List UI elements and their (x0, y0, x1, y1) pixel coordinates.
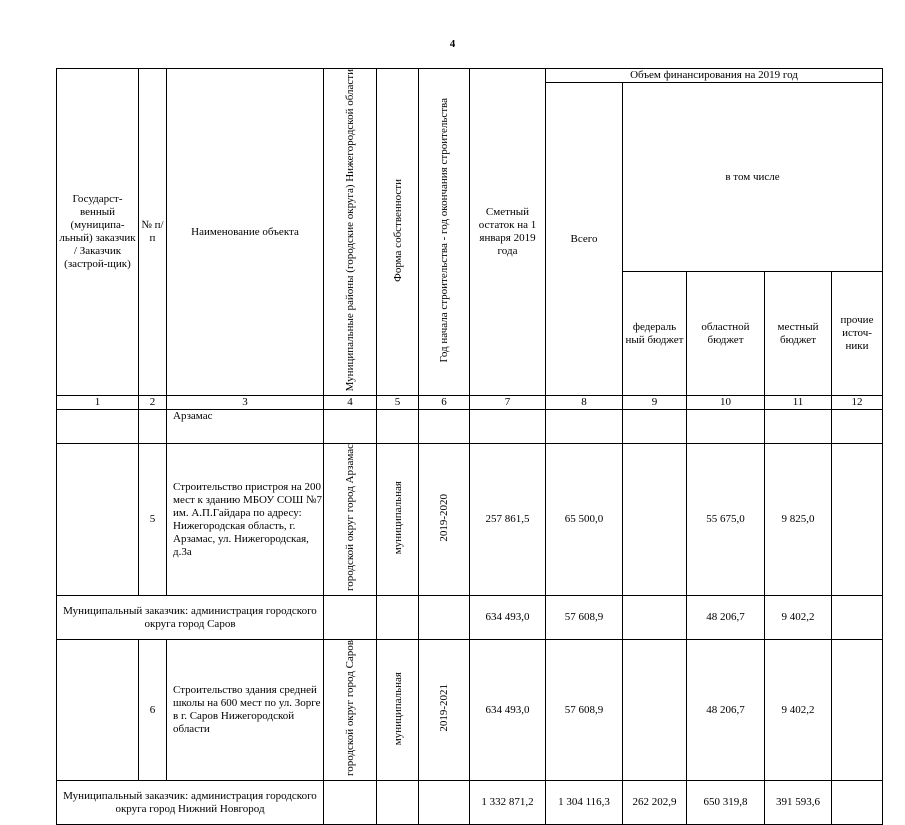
regional-value: 48 206,7 (687, 596, 765, 640)
estimate-value: 1 332 871,2 (470, 781, 546, 825)
federal-value (623, 444, 687, 596)
total-value: 57 608,9 (546, 596, 623, 640)
estimate-value: 257 861,5 (470, 444, 546, 596)
customer-label: Муниципальный заказчик: администрация городского округа город Нижний Новгород (57, 781, 324, 825)
header-ownership: Форма собственности (377, 69, 419, 396)
federal-value (623, 596, 687, 640)
header-federal: федераль ный бюджет (623, 272, 687, 396)
column-number: 12 (832, 396, 883, 410)
column-number: 5 (377, 396, 419, 410)
object-name: Строительство пристроя на 200 мест к зданию МБОУ СОШ №7 им. А.П.Гайдара по адресу: Нижегородская область, г. Арзамас, ул. Нижегородская, д.3а (167, 444, 324, 596)
header-other: прочие источ-ники (832, 272, 883, 396)
customer-row (57, 781, 883, 825)
district: городской округ город Саров (324, 640, 377, 781)
header-including: в том числе (623, 83, 883, 272)
column-number: 4 (324, 396, 377, 410)
column-number: 10 (687, 396, 765, 410)
header-number: № п/п (139, 69, 167, 396)
header-object-name: Наименование объекта (167, 69, 324, 396)
column-number: 7 (470, 396, 546, 410)
column-number: 3 (167, 396, 324, 410)
header-total: Всего (546, 83, 623, 396)
header-estimate: Сметный остаток на 1 января 2019 года (470, 69, 546, 396)
table-row (57, 444, 883, 596)
estimate-value: 634 493,0 (470, 596, 546, 640)
other-value (832, 781, 883, 825)
column-number: 8 (546, 396, 623, 410)
other-value (832, 596, 883, 640)
customer-label: Муниципальный заказчик: администрация городского округа город Саров (57, 596, 324, 640)
section-title: Арзамас (167, 410, 324, 444)
total-value: 1 304 116,3 (546, 781, 623, 825)
column-number: 2 (139, 396, 167, 410)
object-name: Строительство здания средней школы на 600 мест по ул. Зорге в г. Саров Нижегородской области (167, 640, 324, 781)
column-number: 9 (623, 396, 687, 410)
regional-value: 650 319,8 (687, 781, 765, 825)
header-years: Год начала строительства - год окончания строительства (419, 69, 470, 396)
header-funding: Объем финансирования на 2019 год (546, 69, 883, 83)
row-number: 5 (139, 444, 167, 596)
column-number: 6 (419, 396, 470, 410)
total-value: 65 500,0 (546, 444, 623, 596)
district: городской округ город Арзамас (324, 444, 377, 596)
local-value: 9 402,2 (765, 596, 832, 640)
local-value: 391 593,6 (765, 781, 832, 825)
column-number: 1 (57, 396, 139, 410)
table-row (57, 640, 883, 781)
customer-row (57, 596, 883, 640)
ownership: муниципальная (377, 444, 419, 596)
other-value (832, 640, 883, 781)
regional-value: 48 206,7 (687, 640, 765, 781)
federal-value: 262 202,9 (623, 781, 687, 825)
header-local: местный бюджет (765, 272, 832, 396)
regional-value: 55 675,0 (687, 444, 765, 596)
section-row (57, 410, 883, 444)
header-regional: областной бюджет (687, 272, 765, 396)
estimate-value: 634 493,0 (470, 640, 546, 781)
ownership: муниципальная (377, 640, 419, 781)
header-district: Муниципальные районы (городские округа) Нижегородской области (324, 69, 377, 396)
total-value: 57 608,9 (546, 640, 623, 781)
local-value: 9 402,2 (765, 640, 832, 781)
header-customer: Государст-венный (муниципа-льный) заказчик / Заказчик (застрой-щик) (57, 69, 139, 396)
page-number: 4 (449, 38, 456, 50)
years: 2019-2020 (419, 444, 470, 596)
column-number: 11 (765, 396, 832, 410)
column-numbers-row (57, 396, 883, 410)
other-value (832, 444, 883, 596)
row-number: 6 (139, 640, 167, 781)
financing-table (56, 68, 883, 825)
local-value: 9 825,0 (765, 444, 832, 596)
years: 2019-2021 (419, 640, 470, 781)
federal-value (623, 640, 687, 781)
